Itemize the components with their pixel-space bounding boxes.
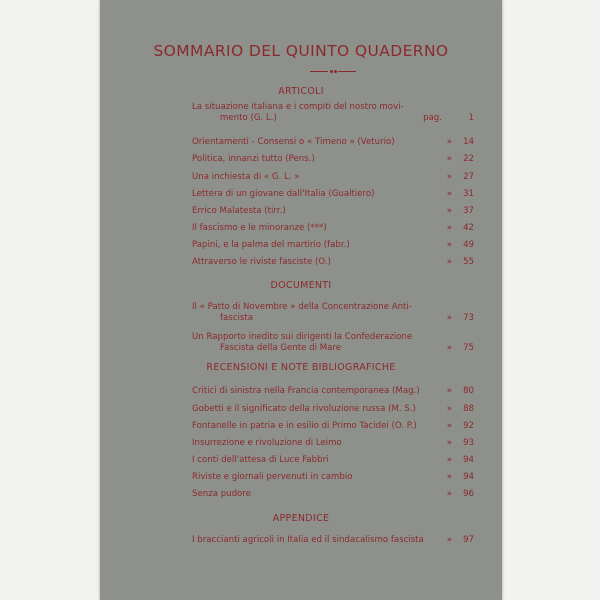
ditto-mark: » [446,455,452,465]
toc-entry-title: Fontanelle in patria e in esilio di Primo Tacidei (O. P.) [192,421,417,431]
toc-entry [192,404,474,415]
toc-entry-title: Gobetti e il significato della rivoluzione russa (M. S.) [192,404,416,414]
toc-entry [192,223,474,234]
toc-entry-page: 75 [463,343,474,353]
toc-entry-page: 93 [463,438,474,448]
ditto-mark: » [446,154,452,164]
toc-entry-page: 37 [463,206,474,216]
section-heading-recensioni: RECENSIONI E NOTE BIBLIOGRAFICHE [206,362,396,373]
toc-entry-page: 94 [463,455,474,465]
toc-entry-title: Il fascismo e le minoranze (***) [192,223,327,233]
toc-entry-page: 1 [468,113,474,123]
ditto-mark: » [446,240,452,250]
toc-entry [192,189,474,200]
toc-entry-page: 92 [463,421,474,431]
ditto-mark: » [446,404,452,414]
ditto-mark: » [446,137,452,147]
section-heading-appendice: APPENDICE [272,513,330,524]
toc-entry [192,472,474,483]
toc-entry [192,154,474,165]
toc-entry-page: 55 [463,257,474,267]
ditto-mark: » [446,472,452,482]
toc-entry-title: Errico Malatesta (tirr.) [192,206,286,216]
toc-entry [192,206,474,217]
toc-entry-page: 22 [463,154,474,164]
toc-entry-title: Lettera di un giovane dall'Italia (Gualtiero) [192,189,375,199]
toc-entry-title: Attraverso le riviste fasciste (O.) [192,257,331,267]
toc-entry [192,438,474,449]
ditto-mark: » [446,257,452,267]
toc-entry-page: 14 [463,137,474,147]
toc-entry-title-cont: mento (G. L.) [220,113,277,123]
section-heading-articoli: ARTICOLI [278,86,324,97]
toc-entry-page: 96 [463,489,474,499]
toc-entry-page: 97 [463,535,474,545]
toc-entry-title: I braccianti agricoli in Italia ed il sindacalismo fascista [192,535,424,545]
ditto-mark: » [446,438,452,448]
page-title: SOMMARIO DEL QUINTO QUADERNO [153,42,449,60]
toc-entry [192,257,474,268]
toc-entry [192,137,474,148]
toc-entry-title-cont: fascista [220,313,253,323]
toc-entry-page: 80 [463,386,474,396]
ditto-mark: » [446,172,452,182]
ditto-mark: » [446,343,452,353]
ditto-mark: » [446,223,452,233]
toc-entry-page: 94 [463,472,474,482]
toc-entry [192,172,474,183]
toc-entry [192,455,474,466]
ditto-mark: » [446,421,452,431]
toc-entry-title: Un Rapporto inedito sui dirigenti la Confederazione [192,332,413,342]
toc-entry-title: Una inchiesta di « G. L. » [192,172,300,182]
ditto-mark: » [446,189,452,199]
section-heading-documenti: DOCUMENTI [270,280,332,291]
page-label: pag. [423,113,442,123]
toc-entry [192,102,474,124]
toc-entry-page: 42 [463,223,474,233]
book-page [100,0,502,600]
toc-entry-page: 31 [463,189,474,199]
toc-entry-title: Insurrezione e rivoluzione di Leimo [192,438,342,448]
toc-entry [192,489,474,500]
toc-entry [192,240,474,251]
toc-entry-title: Critici di sinistra nella Francia contemporanea (Mag.) [192,386,420,396]
toc-entry [192,386,474,397]
title-ornament [310,69,356,75]
toc-entry-title-cont: Fascista della Gente di Mare [220,343,342,353]
toc-entry-title: La situazione italiana e i compiti del nostro movi- [192,102,404,112]
ditto-mark: » [446,313,452,323]
toc-entry-page: 88 [463,404,474,414]
toc-entry-title: Il « Patto di Novembre » della Concentrazione Anti- [192,302,412,312]
ditto-mark: » [446,535,452,545]
toc-entry-title: Politica, innanzi tutto (Pens.) [192,154,315,164]
ditto-mark: » [446,386,452,396]
toc-entry [192,535,474,546]
toc-entry-page: 73 [463,313,474,323]
ditto-mark: » [446,206,452,216]
toc-entry-title: Riviste e giornali pervenuti in cambio [192,472,353,482]
ditto-mark: » [446,489,452,499]
toc-entry-title: I conti dell'attesa di Luce Fabbri [192,455,329,465]
toc-entry-page: 27 [463,172,474,182]
toc-entry-page: 49 [463,240,474,250]
toc-entry [192,421,474,432]
toc-entry-title: Papini, e la palma del martirio (fabr.) [192,240,350,250]
toc-entry [192,332,474,354]
toc-entry-title: Senza pudore [192,489,251,499]
toc-entry-title: Orientamenti - Consensi o « Timeno » (Veturio) [192,137,395,147]
toc-entry [192,302,474,324]
